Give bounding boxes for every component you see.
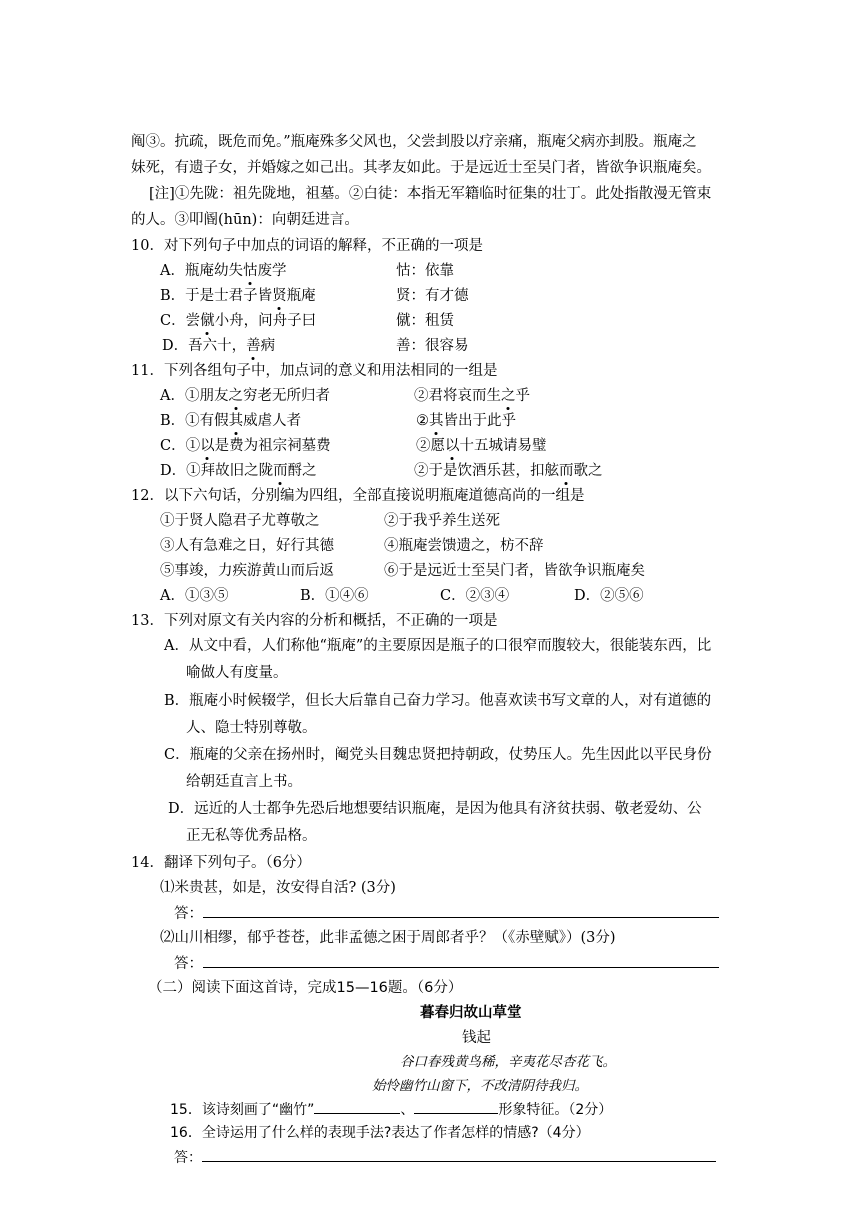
q11-option-a: A．①朋友之穷老无所归者 — [160, 388, 330, 404]
q12-choice-d: D．②⑤⑥ — [574, 588, 644, 604]
q10-option-b: B．于是士君子皆贤瓶庵 — [160, 288, 316, 304]
q12-item: ⑥于是远近士至吴门者，皆欲争识瓶庵矣 — [384, 563, 645, 579]
poem-line: 谷口春残黄鸟稀，辛夷花尽杏花飞。 — [400, 1054, 616, 1070]
q10-expl-a: 怙：依靠 — [396, 263, 454, 279]
q11-option-c2: ②愿以十五城请易璧 — [416, 438, 547, 454]
text-line: 妹死，有遗子女，并婚嫁之如己出。其孝友如此。于是远近士至吴门者，皆欲争识瓶庵矣。 — [131, 160, 711, 176]
q13-option-c: C．瓶庵的父亲在扬州时，阉党头目魏忠贤把持朝政，仗势压人。先生因此以平民身份 — [164, 747, 712, 763]
section-heading: （二）阅读下面这首诗，完成15—16题。（6分） — [148, 980, 463, 996]
annotation-line: 的人。③叩阍(hūn)：向朝廷进言。 — [131, 212, 359, 228]
q12-item: ①于贤人隐君子尤尊敬之 — [160, 513, 320, 529]
q11-option-d2: ②于是饮酒乐甚，扣舷而歌之 — [414, 463, 603, 479]
q11-option-c: C．①以是费为祖宗祠墓费 — [160, 438, 331, 454]
poem-title: 暮春归故山草堂 — [420, 1005, 522, 1021]
q12-item: ②于我乎养生送死 — [384, 513, 500, 529]
q13-option-d: D．远近的人士都争先恐后地想要结识瓶庵，是因为他具有济贫扶弱、敬老爱幼、公 — [168, 801, 702, 817]
q10-option-c: C．尝僦小舟，问舟子曰 — [160, 313, 317, 329]
q13-option-b: B．瓶庵小时候辍学，但长大后靠自己奋力学习。他喜欢读书写文章的人，对有道德的 — [164, 693, 712, 709]
q13-option-d-cont: 正无私等优秀品格。 — [186, 828, 317, 844]
q12-item: ③人有急难之日，好行其德 — [160, 538, 334, 554]
question-14-stem: 14．翻译下列句子。（6分） — [131, 855, 311, 871]
question-11-stem: 11．下列各组句子中，加点词的意义和用法相同的一组是 — [131, 363, 498, 379]
text-line: 阄③。抗疏，既危而免。”瓶庵殊多父风也，父尝刲股以疗亲痛，瓶庵父病亦刲股。瓶庵之 — [131, 134, 697, 150]
q12-item: ④瓶庵尝馈遗之，枋不辞 — [384, 538, 544, 554]
question-15: 15．该诗刻画了“幽竹” 、 形象特征。（2分） — [170, 1099, 612, 1120]
question-16-stem: 16．全诗运用了什么样的表现手法?表达了作者怎样的情感?（4分） — [170, 1125, 590, 1141]
q13-option-a-cont: 喻做人有度量。 — [186, 665, 288, 681]
q14-answer-1[interactable]: 答： — [174, 903, 719, 924]
annotation-line: [注]①先陇：祖先陇地，祖墓。②白徒：本指无军籍临时征集的壮丁。此处指散漫无管束 — [149, 186, 712, 202]
q16-answer[interactable]: 答： — [174, 1147, 716, 1168]
q15-blank-1[interactable] — [314, 1099, 400, 1114]
q13-option-a: A．从文中看，人们称他“瓶庵”的主要原因是瓶子的口很窄而腹较大，很能装东西，比 — [164, 638, 712, 654]
q12-item: ⑤事竣，力疾游黄山而后返 — [160, 563, 334, 579]
poem-author: 钱起 — [462, 1030, 491, 1046]
q10-option-a: A．瓶庵幼失怙废学 — [160, 263, 287, 279]
q13-option-b-cont: 人、隐士特别尊敬。 — [186, 720, 317, 736]
q11-option-b: B．①有假其威虐人者 — [160, 413, 302, 429]
q14-sentence-2: ⑵山川相缪，郁乎苍苍，此非孟德之困于周郎者乎？（《赤壁赋》）(3分) — [160, 930, 616, 946]
q10-expl-c: 僦：租赁 — [396, 313, 454, 329]
q14-answer-2[interactable]: 答： — [174, 953, 719, 974]
q12-choice-c: C．②③④ — [440, 588, 510, 604]
q10-expl-d: 善：很容易 — [396, 338, 469, 354]
q11-option-d: D．①拜故旧之陇而酹之 — [160, 463, 317, 479]
q13-option-c-cont: 给朝廷直言上书。 — [186, 774, 302, 790]
q10-expl-b: 贤：有才德 — [396, 288, 469, 304]
q15-blank-2[interactable] — [414, 1099, 498, 1114]
poem-line: 始怜幽竹山窗下，不改清阴待我归。 — [372, 1078, 588, 1094]
question-10-stem: 10．对下列句子中加点的词语的解释，不正确的一项是 — [131, 238, 483, 254]
q11-option-b2: ②其皆出于此乎 — [416, 413, 516, 429]
q12-choice-b: B．①④⑥ — [300, 588, 369, 604]
q14-sentence-1: ⑴米贵甚，如是，汝安得自活? (3分) — [160, 880, 396, 896]
q11-option-a2: ②君将哀而生之乎 — [414, 388, 530, 404]
q12-choice-a: A．①③⑤ — [160, 588, 229, 604]
question-12-stem: 12．以下六句话，分别编为四组，全部直接说明瓶庵道德高尚的一组是 — [131, 488, 585, 504]
q10-option-d: D．吾六十，善病 — [162, 338, 276, 354]
question-13-stem: 13．下列对原文有关内容的分析和概括，不正确的一项是 — [131, 613, 498, 629]
